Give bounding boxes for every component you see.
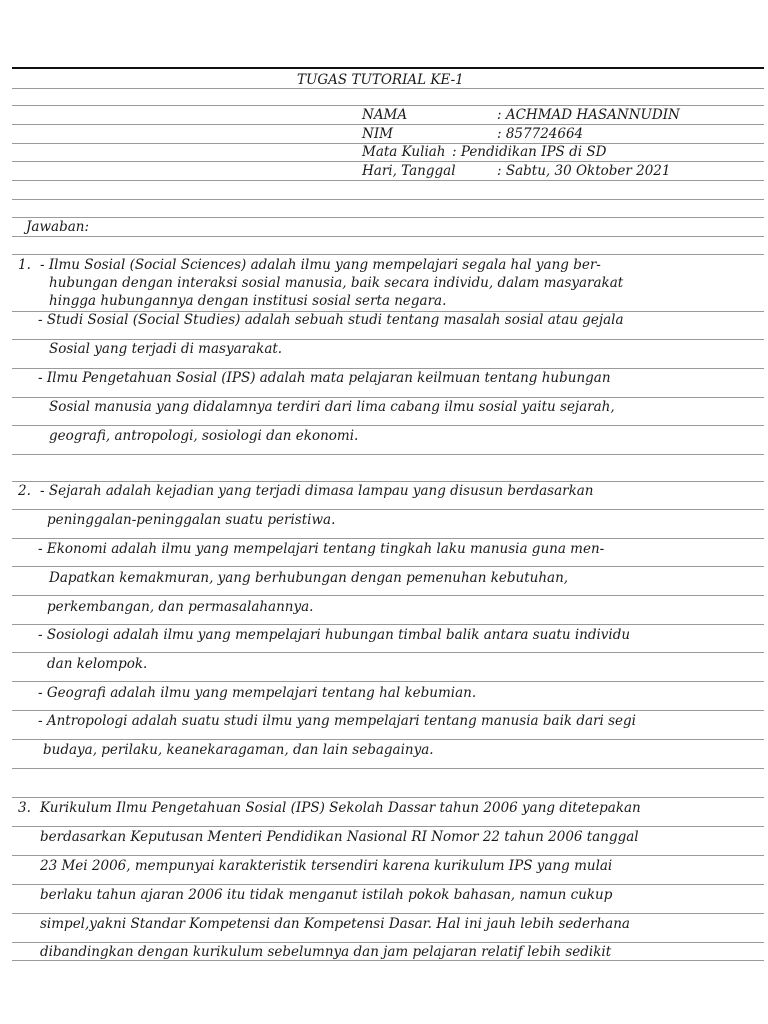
- ruled-line: [12, 652, 764, 653]
- q2-line: dan kelompok.: [47, 656, 148, 672]
- ruled-line: [12, 199, 764, 200]
- ruled-line: [12, 368, 764, 369]
- ruled-line: [12, 710, 764, 711]
- q1-line: - Ilmu Sosial (Social Sciences) adalah ilmu yang mempelajari segala hal yang ber-: [40, 257, 601, 273]
- q3-line: simpel,yakni Standar Kompetensi dan Kompetensi Dasar. Hal ini jauh lebih sederhana: [40, 916, 630, 932]
- q1-line: geografi, antropologi, sosiologi dan ekonomi.: [49, 428, 359, 444]
- ruled-line: [12, 481, 764, 482]
- ruled-line: [12, 397, 764, 398]
- q2-line: Dapatkan kemakmuran, yang berhubungan dengan pemenuhan kebutuhan,: [49, 570, 569, 586]
- ruled-line: [12, 425, 764, 426]
- q3-line: Kurikulum Ilmu Pengetahuan Sosial (IPS) Sekolah Dassar tahun 2006 yang ditetepakan: [40, 800, 641, 816]
- ruled-line: [12, 88, 764, 89]
- ruled-line: [12, 566, 764, 567]
- q1-line: - Ilmu Pengetahuan Sosial (IPS) adalah mata pelajaran keilmuan tentang hubungan: [38, 370, 611, 386]
- q2-line: perkembangan, dan permasalahannya.: [47, 599, 314, 615]
- ruled-line: [12, 254, 764, 255]
- ruled-line: [12, 124, 764, 125]
- answers-label: Jawaban:: [26, 219, 89, 235]
- q2-line: budaya, perilaku, keanekaragaman, dan lain sebagainya.: [43, 742, 434, 758]
- q2-line: peninggalan-peninggalan suatu peristiwa.: [47, 512, 336, 528]
- ruled-line: [12, 454, 764, 455]
- ruled-line: [12, 180, 764, 181]
- field-label-date: Hari, Tanggal: [362, 163, 456, 179]
- field-label-course: Mata Kuliah: [362, 144, 446, 160]
- field-label-name: NAMA: [362, 107, 408, 123]
- ruled-line: [12, 595, 764, 596]
- ruled-line: [12, 768, 764, 769]
- q3-number: 3.: [18, 800, 31, 816]
- top-border-line: [12, 67, 764, 69]
- ruled-line: [12, 942, 764, 943]
- document-title: TUGAS TUTORIAL KE-1: [297, 72, 464, 88]
- q2-line: - Sosiologi adalah ilmu yang mempelajari hubungan timbal balik antara suatu individu: [38, 627, 631, 643]
- field-value-date: : Sabtu, 30 Oktober 2021: [497, 163, 671, 179]
- ruled-line: [12, 538, 764, 539]
- q2-line: - Ekonomi adalah ilmu yang mempelajari tentang tingkah laku manusia guna men-: [38, 541, 605, 557]
- q2-line: - Antropologi adalah suatu studi ilmu yang mempelajari tentang manusia baik dari segi: [38, 713, 636, 729]
- ruled-line: [12, 913, 764, 914]
- q2-line: - Geografi adalah ilmu yang mempelajari tentang hal kebumian.: [38, 685, 477, 701]
- ruled-line: [12, 161, 764, 162]
- q2-line: - Sejarah adalah kejadian yang terjadi dimasa lampau yang disusun berdasarkan: [40, 483, 594, 499]
- field-value-course: : Pendidikan IPS di SD: [452, 144, 607, 160]
- ruled-line: [12, 339, 764, 340]
- q2-number: 2.: [18, 483, 31, 499]
- ruled-line: [12, 236, 764, 237]
- ruled-line: [12, 739, 764, 740]
- ruled-line: [12, 624, 764, 625]
- q1-line: hubungan dengan interaksi sosial manusia, baik secara individu, dalam masyarakat: [49, 275, 624, 291]
- q3-line: berlaku tahun ajaran 2006 itu tidak menganut istilah pokok bahasan, namun cukup: [40, 887, 613, 903]
- field-label-nim: NIM: [362, 126, 393, 142]
- ruled-line: [12, 884, 764, 885]
- q3-line: dibandingkan dengan kurikulum sebelumnya dan jam pelajaran relatif lebih sedikit: [40, 944, 612, 960]
- field-value-name: : ACHMAD HASANNUDIN: [497, 107, 680, 123]
- ruled-line: [12, 217, 764, 218]
- q1-line: Sosial yang terjadi di masyarakat.: [49, 341, 283, 357]
- q3-line: berdasarkan Keputusan Menteri Pendidikan Nasional RI Nomor 22 tahun 2006 tanggal: [40, 829, 639, 845]
- ruled-line: [12, 105, 764, 106]
- q3-line: 23 Mei 2006, mempunyai karakteristik tersendiri karena kurikulum IPS yang mulai: [40, 858, 613, 874]
- ruled-line: [12, 826, 764, 827]
- ruled-line: [12, 797, 764, 798]
- ruled-line: [12, 509, 764, 510]
- ruled-line: [12, 681, 764, 682]
- q1-line: - Studi Sosial (Social Studies) adalah sebuah studi tentang masalah sosial atau gejala: [38, 312, 624, 328]
- ruled-line: [12, 855, 764, 856]
- field-value-nim: : 857724664: [497, 126, 584, 142]
- q1-line: hingga hubungannya dengan institusi sosial serta negara.: [49, 293, 447, 309]
- q1-number: 1.: [18, 257, 31, 273]
- q1-line: Sosial manusia yang didalamnya terdiri dari lima cabang ilmu sosial yaitu sejarah,: [49, 399, 615, 415]
- ruled-line: [12, 960, 764, 961]
